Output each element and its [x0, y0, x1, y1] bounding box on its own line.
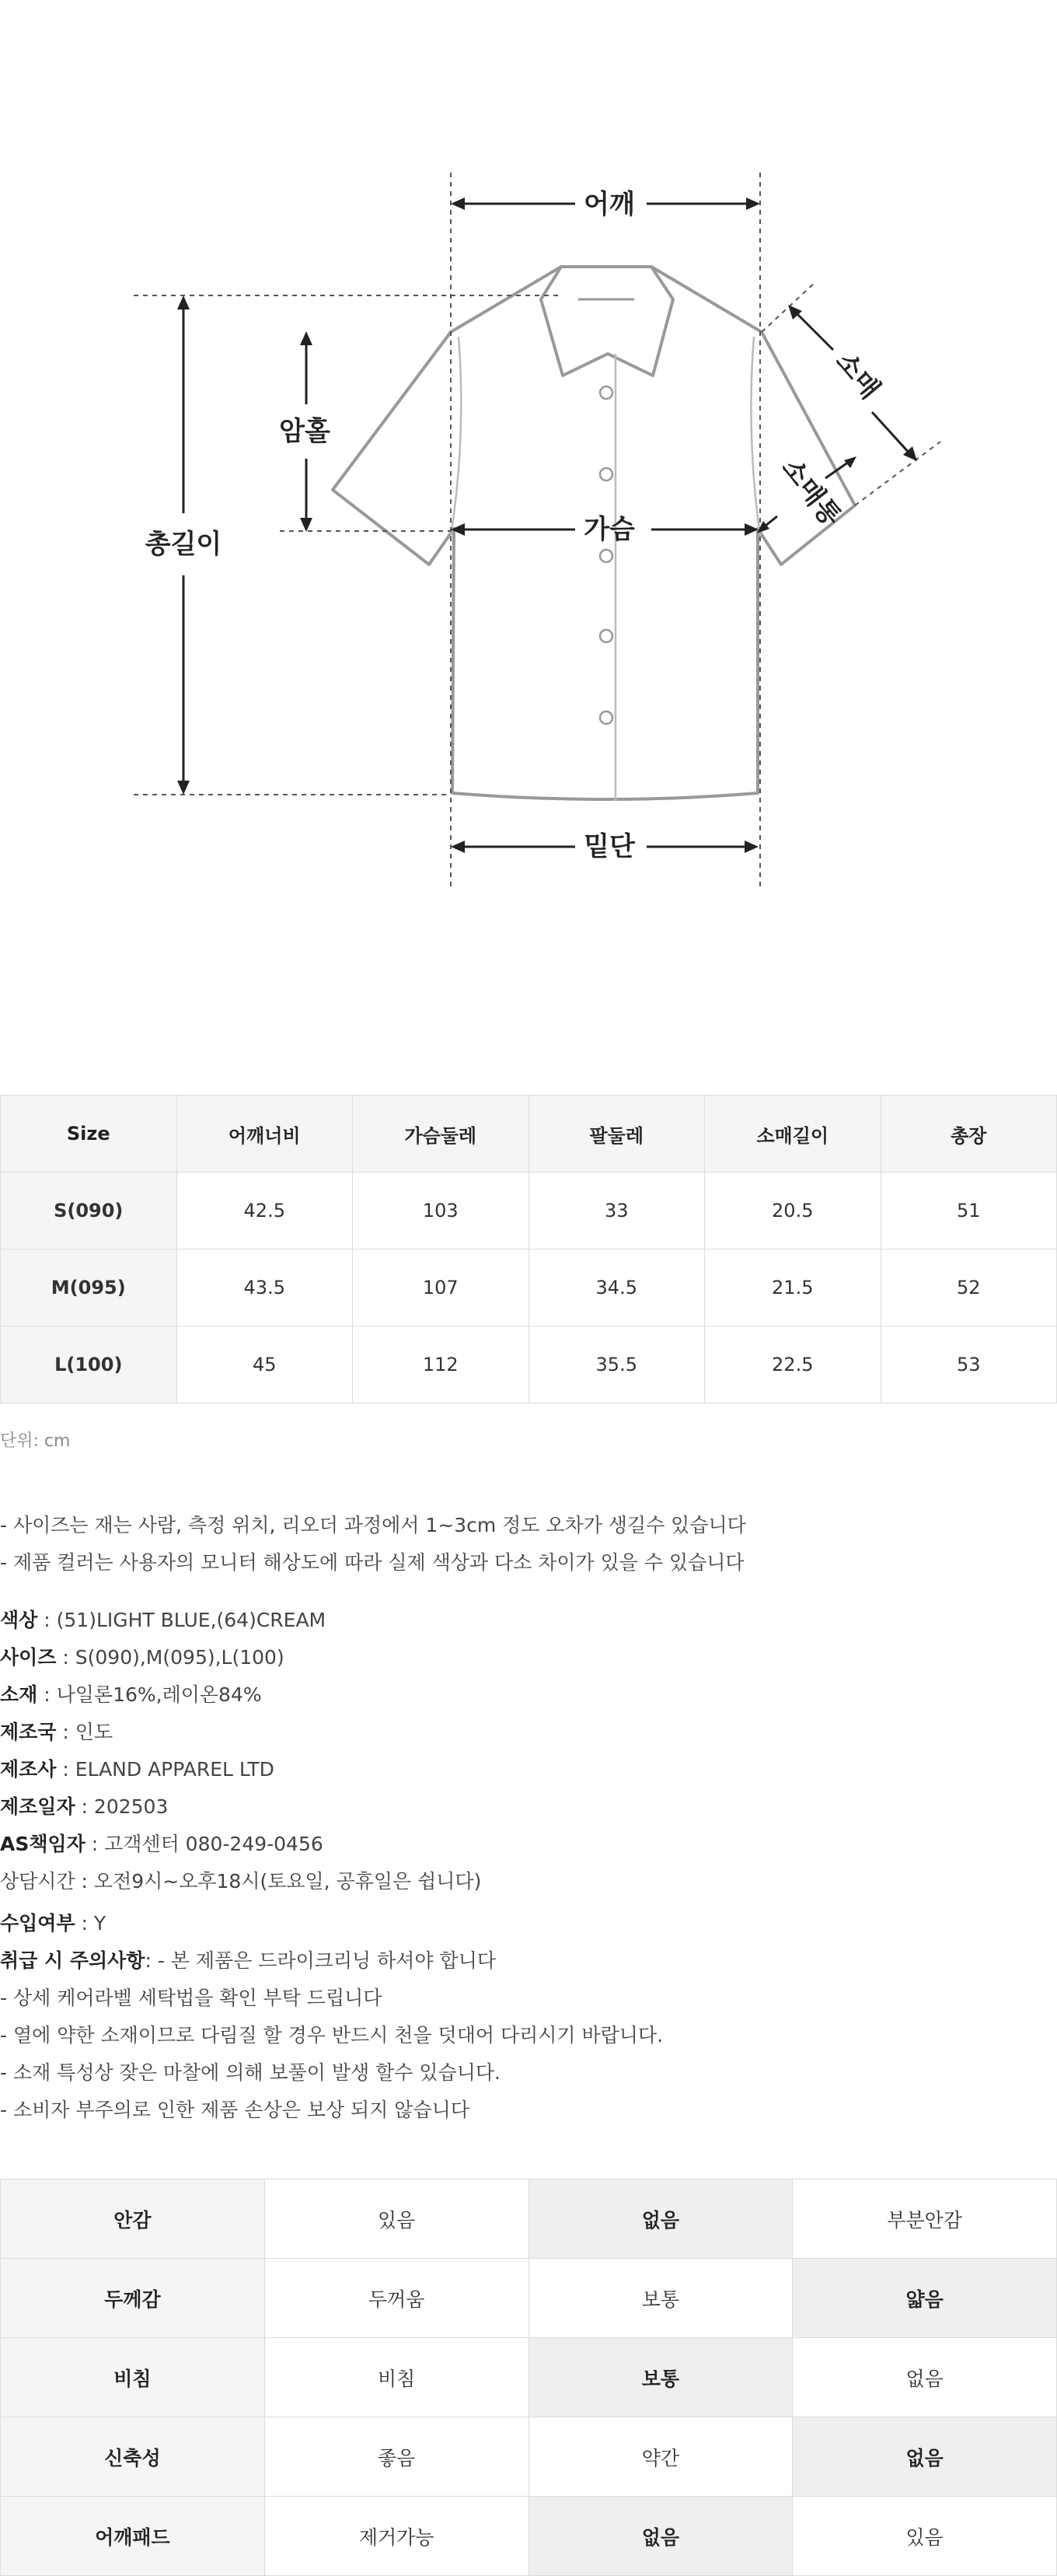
care-line: - 소재 특성상 잦은 마찰에 의해 보풀이 발생 할수 있습니다. [0, 2061, 501, 2084]
info-key: 소재 [0, 1683, 38, 1706]
info-care [0, 1942, 1010, 1980]
info-key: 사이즈 [0, 1646, 57, 1669]
info-as [0, 1826, 1010, 1863]
value-cell: 35.5 [528, 1326, 705, 1403]
value-cell: 45 [176, 1326, 353, 1403]
attr-option: 없음 [528, 2497, 793, 2576]
label-shoulder: 어깨 [584, 189, 635, 220]
care-line: - 소비자 부주의로 인한 제품 손상은 보상 되지 않습니다 [0, 2099, 469, 2121]
attr-option: 있음 [264, 2179, 528, 2259]
care-line: - 상세 케어라벨 세탁법을 확인 부탁 드립니다 [0, 1987, 382, 2009]
info-key: AS책임자 [0, 1833, 85, 1855]
size-table-header [1, 1096, 1057, 1173]
label-sleeve: 소매 [829, 345, 886, 405]
attr-option: 없음 [793, 2338, 1057, 2417]
value-cell: 51 [881, 1173, 1057, 1250]
buttons [600, 386, 612, 724]
attr-option: 부분안감 [793, 2179, 1057, 2259]
value-cell: 112 [353, 1326, 529, 1403]
info-key: 제조일자 [0, 1795, 75, 1818]
table-row [1, 1173, 1057, 1250]
info-key: 수입여부 [0, 1912, 75, 1935]
label-total-length: 총길이 [145, 529, 222, 560]
info-color [0, 1602, 1010, 1639]
size-guide-diagram [0, 0, 1057, 933]
info-country [0, 1714, 1010, 1751]
info-value: : 나일론16%,레이온84% [37, 1683, 262, 1706]
fabric-attributes-table [0, 2179, 1057, 2576]
info-value: : (51)LIGHT BLUE,(64)CREAM [37, 1609, 326, 1631]
info-date [0, 1788, 1010, 1826]
size-notes [0, 1507, 1010, 1582]
attr-row [1, 2497, 1057, 2576]
info-value: : 202503 [75, 1795, 169, 1818]
attr-label: 두께감 [1, 2259, 265, 2338]
header-cell: 소매길이 [705, 1096, 881, 1173]
info-key: 제조국 [0, 1721, 57, 1743]
unit-note: 단위: cm [0, 1431, 71, 1451]
label-armhole: 암홀 [279, 416, 330, 447]
attr-option: 얇음 [793, 2259, 1057, 2338]
size-cell: L(100) [1, 1326, 177, 1403]
info-key: 취급 시 주의사항 [0, 1949, 145, 1972]
value-cell: 52 [881, 1250, 1057, 1326]
attr-label: 신축성 [1, 2417, 265, 2497]
info-value: : 고객센터 080-249-0456 [85, 1833, 323, 1855]
info-key: 제조사 [0, 1758, 57, 1781]
value-cell: 22.5 [705, 1326, 881, 1403]
attr-option: 있음 [793, 2497, 1057, 2576]
value-cell: 107 [353, 1250, 529, 1326]
attr-row [1, 2179, 1057, 2259]
attr-row [1, 2417, 1057, 2497]
info-value: : 인도 [56, 1721, 113, 1743]
attr-option: 보통 [528, 2338, 793, 2417]
value-cell: 53 [881, 1326, 1057, 1403]
info-value: : - 본 제품은 드라이크리닝 하셔야 합니다 [145, 1949, 496, 1972]
value-cell: 42.5 [176, 1173, 353, 1250]
info-import [0, 1905, 1010, 1942]
label-hem: 밑단 [584, 831, 635, 862]
header-cell: 가슴둘레 [353, 1096, 529, 1173]
header-cell: 어깨너비 [176, 1096, 353, 1173]
value-cell: 33 [528, 1173, 705, 1250]
info-material [0, 1676, 1010, 1714]
attr-label: 안감 [1, 2179, 265, 2259]
attr-option: 좋음 [264, 2417, 528, 2497]
attr-row [1, 2259, 1057, 2338]
label-chest: 가슴 [584, 514, 635, 545]
note-line: - 사이즈는 재는 사람, 측정 위치, 리오더 과정에서 1~3cm 정도 오차가 생길수 있습니다 [0, 1514, 746, 1536]
header-cell: 총장 [881, 1096, 1057, 1173]
info-size [0, 1639, 1010, 1676]
value-cell: 20.5 [705, 1173, 881, 1250]
attr-label: 비침 [1, 2338, 265, 2417]
attr-option: 약간 [528, 2417, 793, 2497]
attr-option: 비침 [264, 2338, 528, 2417]
size-cell: M(095) [1, 1250, 177, 1326]
product-info [0, 1602, 1010, 2129]
care-line: - 열에 약한 소재이므로 다림질 할 경우 반드시 천을 덧대어 다리시기 바랍니다. [0, 2024, 664, 2046]
value-cell: 21.5 [705, 1250, 881, 1326]
value-cell: 43.5 [176, 1250, 353, 1326]
attr-option: 보통 [528, 2259, 793, 2338]
info-value: : S(090),M(095),L(100) [56, 1646, 284, 1669]
shirt-collar [541, 267, 673, 376]
header-cell: 팔둘레 [528, 1096, 705, 1173]
attr-option: 없음 [793, 2417, 1057, 2497]
label-sleeve-width: 소매통 [775, 453, 847, 533]
info-hours: 상담시간 : 오전9시~오후18시(토요일, 공휴일은 쉽니다) [0, 1870, 482, 1893]
table-row [1, 1326, 1057, 1403]
size-table [0, 1095, 1057, 1403]
attr-option: 두꺼움 [264, 2259, 528, 2338]
info-value: : ELAND APPAREL LTD [56, 1758, 274, 1781]
attr-row [1, 2338, 1057, 2417]
header-cell: Size [1, 1096, 177, 1173]
value-cell: 34.5 [528, 1250, 705, 1326]
info-key: 색상 [0, 1609, 38, 1631]
table-row [1, 1250, 1057, 1326]
info-maker [0, 1751, 1010, 1788]
size-cell: S(090) [1, 1173, 177, 1250]
attr-label: 어깨패드 [1, 2497, 265, 2576]
info-value: : Y [75, 1912, 106, 1935]
value-cell: 103 [353, 1173, 529, 1250]
note-line: - 제품 컬러는 사용자의 모니터 해상도에 따라 실제 색상과 다소 차이가 있을 수 있습니다 [0, 1551, 745, 1574]
attr-option: 제거가능 [264, 2497, 528, 2576]
attr-option: 없음 [528, 2179, 793, 2259]
